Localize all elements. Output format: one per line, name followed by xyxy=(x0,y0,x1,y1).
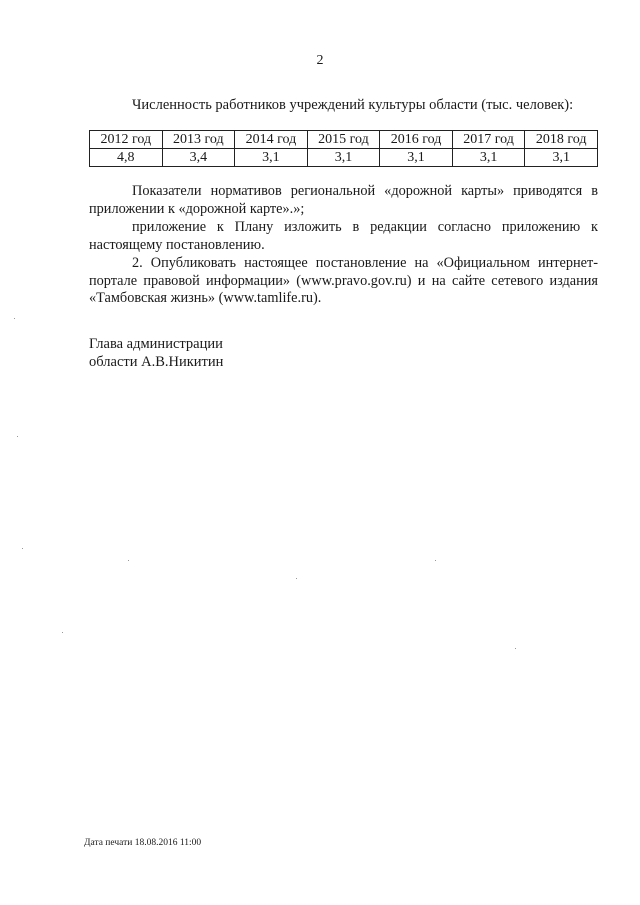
table-cell: 3,1 xyxy=(452,149,525,167)
scan-speck xyxy=(62,632,63,633)
table-caption: Численность работников учреждений культуры области (тыс. человек): xyxy=(132,97,574,113)
year-header: 2015 год xyxy=(307,131,380,149)
year-header: 2018 год xyxy=(525,131,598,149)
print-date: Дата печати 18.08.2016 11:00 xyxy=(84,838,202,848)
paragraph-roadmap-indicators: Показатели нормативов региональной «дорожной карты» приводятся в приложении к «дорожной карте».»; xyxy=(89,183,598,217)
table-cell: 4,8 xyxy=(90,149,163,167)
year-header: 2016 год xyxy=(380,131,453,149)
table-header-row xyxy=(90,131,598,149)
paragraph-publish: 2. Опубликовать настоящее постановление на «Официальном интернет-портале правовой информации» (www.pravo.gov.ru) и на сайте сетевого издания «Тамбовская жизнь» (www.tamlife.ru). xyxy=(89,255,598,306)
scan-speck xyxy=(128,560,129,561)
signature-title: Глава администрации xyxy=(89,336,223,352)
table-row xyxy=(90,149,598,167)
paragraph-plan-appendix: приложение к Плану изложить в редакции согласно приложению к настоящему постановлению. xyxy=(89,219,598,253)
page-number: 2 xyxy=(316,53,324,68)
scan-speck xyxy=(17,436,18,437)
scan-speck xyxy=(22,548,23,549)
table-cell: 3,1 xyxy=(380,149,453,167)
scan-speck xyxy=(14,318,15,319)
staff-count-table xyxy=(89,130,598,167)
scan-speck xyxy=(435,560,436,561)
scan-speck xyxy=(515,648,516,649)
table-cell: 3,1 xyxy=(307,149,380,167)
signature-name: области А.В.Никитин xyxy=(89,354,224,370)
table-cell: 3,1 xyxy=(235,149,308,167)
signature-block xyxy=(89,335,223,371)
year-header: 2013 год xyxy=(162,131,235,149)
table-cell: 3,4 xyxy=(162,149,235,167)
scan-speck xyxy=(296,578,297,579)
table-cell: 3,1 xyxy=(525,149,598,167)
year-header: 2017 год xyxy=(452,131,525,149)
year-header: 2014 год xyxy=(235,131,308,149)
year-header: 2012 год xyxy=(90,131,163,149)
